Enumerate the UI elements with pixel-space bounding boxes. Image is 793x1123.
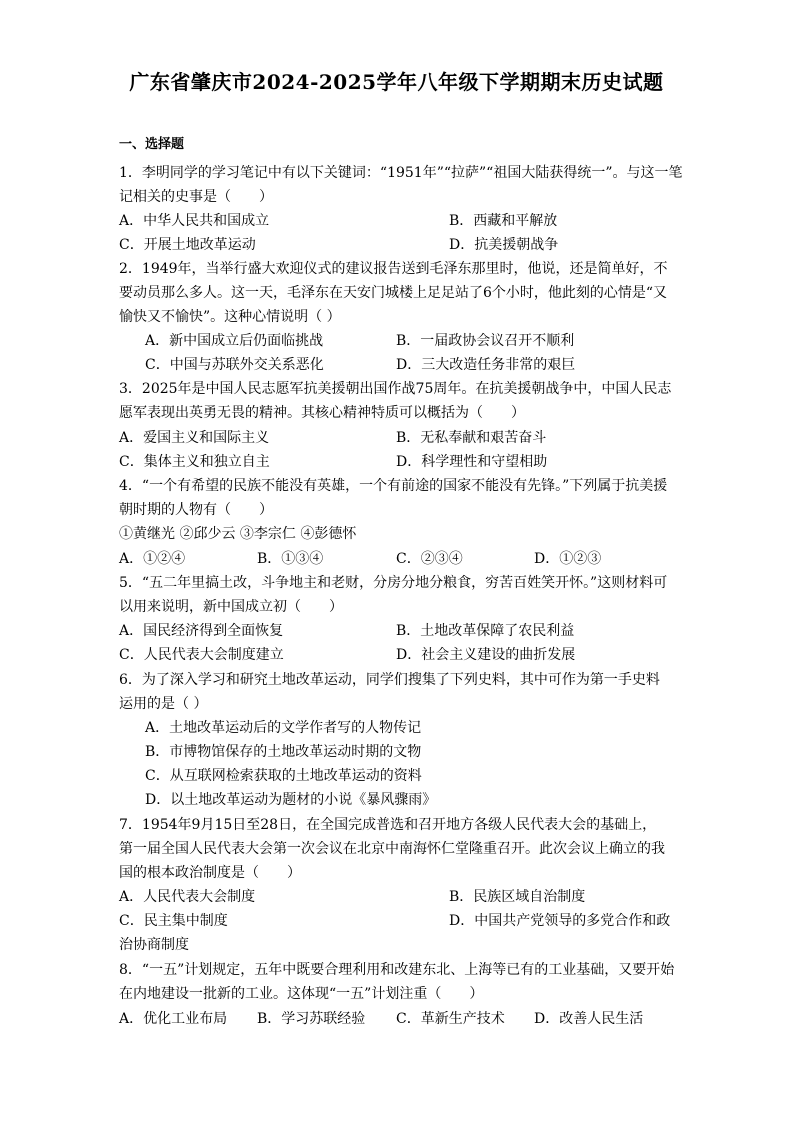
q1-option-c: C．开展土地改革运动 <box>119 237 256 253</box>
q6-option-c: C．从互联网检索获取的土地改革运动的资料 <box>145 768 422 784</box>
q1-option-d: D．抗美援朝战争 <box>449 237 559 253</box>
q7-option-c: C．民主集中制度 <box>119 913 228 929</box>
q5-option-c: C．人民代表大会制度建立 <box>119 647 284 663</box>
q4-stem-line2: 朝时期的人物有（ ） <box>119 502 273 518</box>
q2-option-a: A．新中国成立后仍面临挑战 <box>145 333 324 349</box>
q8-stem-line1: 8．“一五”计划规定，五年中既要合理利用和改建东北、上海等已有的工业基础，又要开始 <box>119 962 675 978</box>
q4-option-d: D．①②③ <box>534 551 602 567</box>
q7-stem-line1: 7．1954年9月15日至28日，在全国完成普选和召开地方各级人民代表大会的基础上， <box>119 817 657 833</box>
q7-stem-line3: 国的根本政治制度是（ ） <box>119 865 301 881</box>
q5-stem-line2: 以用来说明，新中国成立初（ ） <box>119 599 343 615</box>
q2-stem-line1: 2．1949年，当举行盛大欢迎仪式的建议报告送到毛泽东那里时，他说，还是简单好，不 <box>119 261 668 277</box>
q8-option-b: B．学习苏联经验 <box>257 1011 366 1027</box>
q7-option-d: D．中国共产党领导的多党合作和政 <box>449 913 671 929</box>
page-title: 广东省肇庆市2024-2025学年八年级下学期期末历史试题 <box>129 70 664 94</box>
q7-option-a: A．人民代表大会制度 <box>119 889 256 905</box>
q1-stem-line1: 1．李明同学的学习笔记中有以下关键词：“1951年”“拉萨”“祖国大陆获得统一”。与这一笔 <box>119 165 683 181</box>
q5-option-a: A．国民经济得到全面恢复 <box>119 623 284 639</box>
q4-option-c: C．②③④ <box>396 551 463 567</box>
q8-stem-line2: 在内地建设一批新的工业。这体现“一五”计划注重（ ） <box>119 986 484 1002</box>
q2-stem-line2: 要动员那么多人。这一天，毛泽东在天安门城楼上足足站了6个小时，他此刻的心情是“又 <box>119 285 668 301</box>
q3-option-c: C．集体主义和独立自主 <box>119 454 270 470</box>
q8-option-c: C．革新生产技术 <box>396 1011 505 1027</box>
q4-stem-line1: 4．“一个有希望的民族不能没有英雄，一个有前途的国家不能没有先锋。”下列属于抗美援 <box>119 478 668 494</box>
q1-option-a: A．中华人民共和国成立 <box>119 213 270 229</box>
q2-option-c: C．中国与苏联外交关系恶化 <box>145 357 324 373</box>
q1-stem-line2: 记相关的史事是（ ） <box>119 189 273 205</box>
q6-option-d: D．以土地改革运动为题材的小说《暴风骤雨》 <box>145 792 437 808</box>
q6-stem-line1: 6．为了深入学习和研究土地改革运动，同学们搜集了下列史料，其中可作为第一手史料 <box>119 672 660 688</box>
q3-option-d: D．科学理性和守望相助 <box>396 454 548 470</box>
q7-option-b: B．民族区域自治制度 <box>449 889 586 905</box>
q2-option-d: D．三大改造任务非常的艰巨 <box>396 357 576 373</box>
q7-option-d-continued: 治协商制度 <box>119 937 189 953</box>
q4-option-b: B．①③④ <box>257 551 324 567</box>
q3-option-a: A．爱国主义和国际主义 <box>119 430 270 446</box>
q7-stem-line2: 第一届全国人民代表大会第一次会议在北京中南海怀仁堂隆重召开。此次会议上确立的我 <box>119 841 665 857</box>
q1-option-b: B．西藏和平解放 <box>449 213 558 229</box>
q6-stem-line2: 运用的是（ ） <box>119 696 208 712</box>
q3-option-b: B．无私奉献和艰苦奋斗 <box>396 430 547 446</box>
q3-stem-line1: 3．2025年是中国人民志愿军抗美援朝出国作战75周年。在抗美援朝战争中，中国人民志 <box>119 381 672 397</box>
q6-option-b: B．市博物馆保存的土地改革运动时期的文物 <box>145 744 422 760</box>
q3-stem-line2: 愿军表现出英勇无畏的精神。其核心精神特质可以概括为（ ） <box>119 405 525 421</box>
section-heading: 一、选择题 <box>119 137 185 152</box>
q8-option-d: D．改善人民生活 <box>534 1011 644 1027</box>
q5-option-b: B．土地改革保障了农民利益 <box>396 623 575 639</box>
q2-stem-line3: 愉快又不愉快”。这种心情说明（ ） <box>119 309 341 325</box>
q8-option-a: A．优化工业布局 <box>119 1011 228 1027</box>
q6-option-a: A．土地改革运动后的文学作者写的人物传记 <box>145 720 422 736</box>
q5-option-d: D．社会主义建设的曲折发展 <box>396 647 576 663</box>
q4-option-a: A．①②④ <box>119 551 186 567</box>
q2-option-b: B．一届政协会议召开不顺利 <box>396 333 575 349</box>
q5-stem-line1: 5．“五二年里搞土改，斗争地主和老财，分房分地分粮食，穷苦百姓笑开怀。”这则材料可 <box>119 575 668 591</box>
q4-items: ①黄继光 ②邱少云 ③李宗仁 ④彭德怀 <box>119 526 357 542</box>
